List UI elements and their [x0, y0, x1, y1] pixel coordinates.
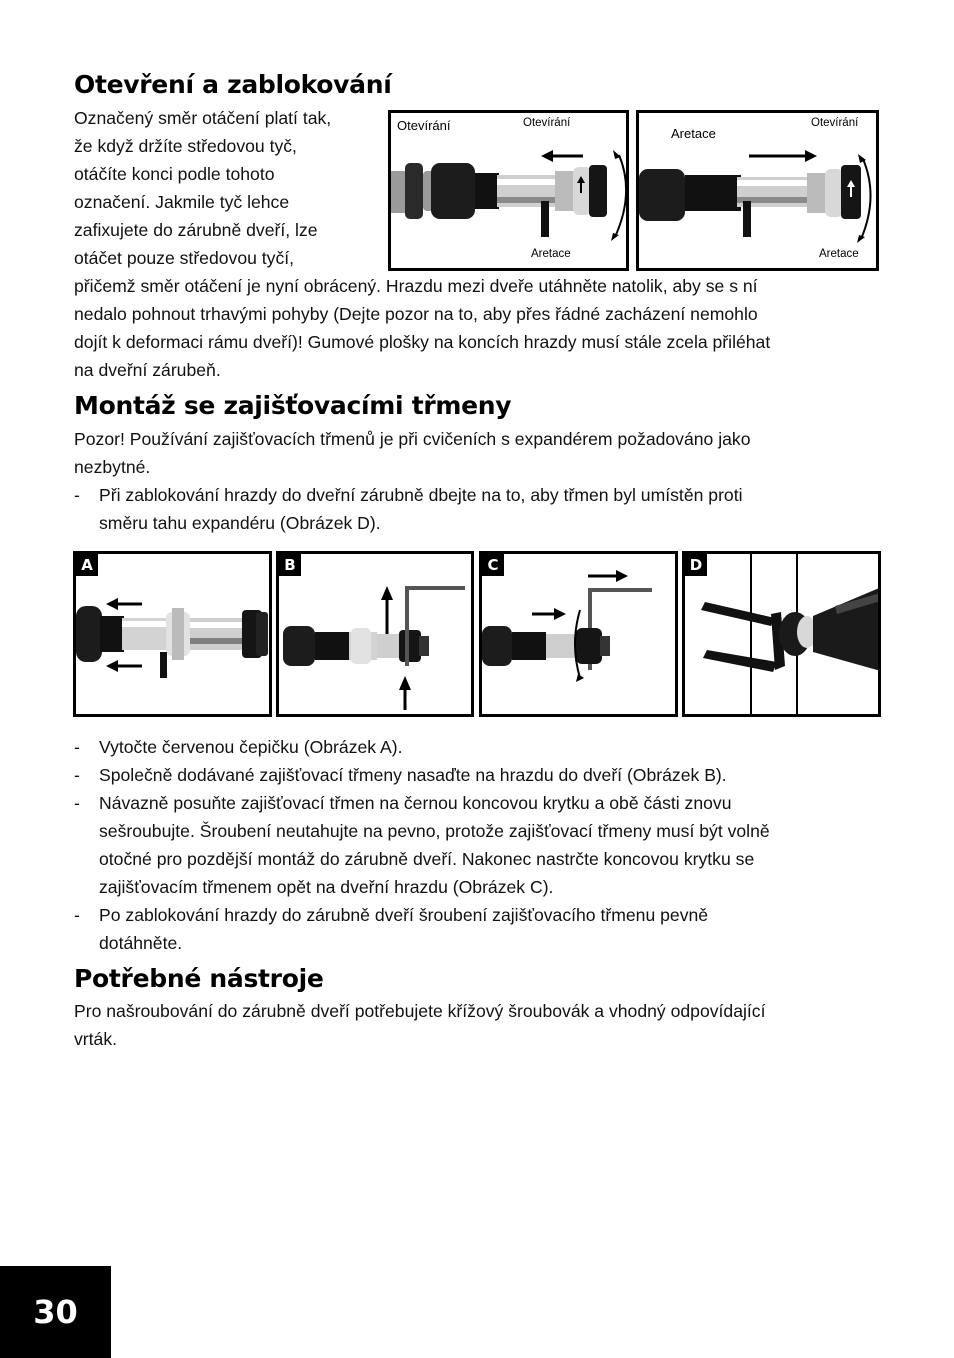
figure-c	[479, 551, 678, 717]
text-line: otáčíte konci podle tohoto	[74, 164, 275, 184]
figure-a	[73, 551, 272, 717]
bullet-item	[74, 761, 884, 789]
bullet-dash: -	[74, 765, 80, 785]
page-number: 30	[0, 1266, 111, 1358]
bullet-item	[74, 733, 884, 761]
figure-tag-b: B	[279, 554, 301, 576]
bullet-dash: -	[74, 737, 80, 757]
figure-locking	[636, 110, 879, 271]
bullet-dash: -	[74, 793, 80, 813]
bullet-dash: -	[74, 905, 80, 925]
text-line: zafixujete do zárubně dveří, lze	[74, 220, 318, 240]
figure-d	[682, 551, 881, 717]
text-line: dojít k deformaci rámu dveří)! Gumové plošky na koncích hrazdy musí stále zcela přiléhat	[74, 332, 771, 352]
figure-tag-c: C	[482, 554, 504, 576]
text-line: Návazně posuňte zajišťovací třmen na černou koncovou krytku a obě části znovu	[99, 793, 732, 813]
text-line: Při zablokování hrazdy do dveřní zárubně dbejte na to, aby třmen byl umístěn proti	[99, 485, 743, 505]
label-locking-left: Aretace	[671, 126, 716, 141]
figure-b	[276, 551, 474, 717]
section-title-opening: Otevření a zablokování	[74, 70, 392, 99]
figure-tag-d: D	[685, 554, 707, 576]
text-line: že když držíte středovou tyč,	[74, 136, 297, 156]
label-opening-left: Otevírání	[397, 118, 451, 133]
figure-tag-a: A	[76, 554, 98, 576]
text-line: sešroubujte. Šroubení neutahujte na pevno, protože zajišťovací třmeny musí být volně	[99, 821, 770, 841]
illustration-c	[482, 554, 678, 717]
text-line: Vytočte červenou čepičku (Obrázek A).	[99, 737, 403, 757]
illustration-a	[76, 554, 272, 717]
figure-opening	[388, 110, 629, 271]
text-line: označení. Jakmile tyč lehce	[74, 192, 290, 212]
bullet-dash: -	[74, 485, 80, 505]
text-line: otáčet pouze středovou tyčí,	[74, 248, 295, 268]
text-line: vrták.	[74, 1029, 118, 1049]
text-line: nezbytné.	[74, 457, 151, 477]
bullet-item	[74, 789, 884, 901]
bullet-item	[74, 901, 884, 957]
section2-intro	[74, 425, 751, 481]
section-title-mounting: Montáž se zajišťovacími třmeny	[74, 391, 512, 420]
illustration-d	[685, 554, 881, 717]
label-opening-right-2: Otevírání	[811, 117, 859, 129]
text-line: zajišťovacím třmenem opět na dveřní hrazdu (Obrázek C).	[99, 877, 554, 897]
label-locking-bottom: Aretace	[531, 248, 571, 260]
label-locking-bottom-2: Aretace	[819, 248, 859, 260]
text-line: na dveřní zárubeň.	[74, 360, 221, 380]
text-line: směru tahu expandéru (Obrázek D).	[99, 513, 381, 533]
text-line: Označený směr otáčení platí tak,	[74, 108, 332, 128]
text-line: dotáhněte.	[99, 933, 183, 953]
illustration-b	[279, 554, 474, 717]
text-line: Společně dodávané zajišťovací třmeny nasaďte na hrazdu do dveří (Obrázek B).	[99, 765, 727, 785]
text-line: Pro našroubování do zárubně dveří potřebujete křížový šroubovák a vhodný odpovídající	[74, 1001, 766, 1021]
label-opening-right: Otevírání	[523, 117, 571, 129]
text-line: otočné pro pozdější montáž do zárubně dveří. Nakonec nastrčte koncovou krytku se	[99, 849, 755, 869]
text-line: přičemž směr otáčení je nyní obrácený. Hrazdu mezi dveře utáhněte natolik, aby se s ní	[74, 276, 758, 296]
text-line: Pozor! Používání zajišťovacích třmenů je při cvičeních s expandérem požadováno jako	[74, 429, 751, 449]
text-line: Po zablokování hrazdy do zárubně dveří šroubení zajišťovacího třmenu pevně	[99, 905, 709, 925]
bullet-item	[74, 481, 884, 537]
text-line: nedalo pohnout trhavými pohyby (Dejte pozor na to, aby přes řádné zacházení nemohlo	[74, 304, 758, 324]
section3-paragraph	[74, 997, 765, 1053]
section-title-tools: Potřebné nástroje	[74, 964, 324, 993]
bar-illustration-opening	[391, 113, 629, 271]
